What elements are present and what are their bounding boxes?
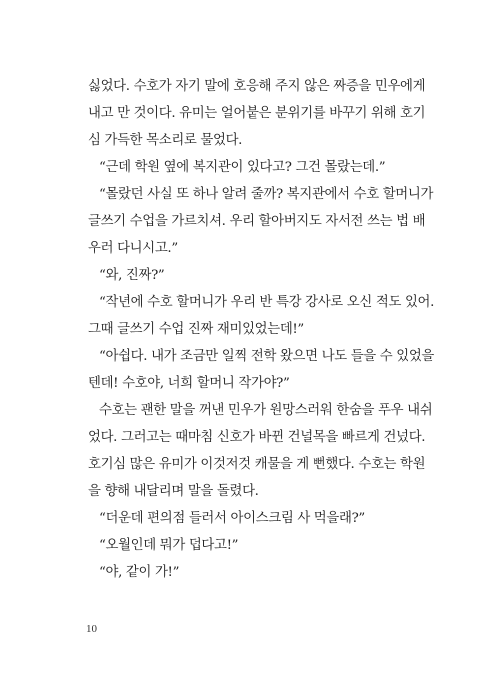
text-line: “작년에 수호 할머니가 우리 반 특강 강사로 오신 적도 있어. bbox=[99, 295, 435, 310]
text-line: 호기심 많은 유미가 이것저것 캐물을 게 뻔했다. 수호는 학원 bbox=[88, 457, 426, 472]
text-line: 텐데! 수호야, 너희 할머니 작가야?” bbox=[88, 376, 290, 391]
text-line: 그때 글쓰기 수업 진짜 재미있었는데!” bbox=[88, 322, 304, 337]
page-number: 10 bbox=[86, 623, 97, 635]
text-line: 수호는 괜한 말을 꺼낸 민우가 원망스러워 한숨을 푸우 내쉬 bbox=[99, 403, 433, 418]
text-line: “야, 같이 가!” bbox=[99, 565, 180, 580]
text-line: 을 향해 내달리며 말을 돌렸다. bbox=[88, 484, 259, 499]
text-line: “근데 학원 옆에 복지관이 있다고? 그건 몰랐는데.” bbox=[99, 160, 386, 175]
body-text bbox=[88, 73, 435, 586]
text-line: “아쉽다. 내가 조금만 일찍 전학 왔으면 나도 들을 수 있었을 bbox=[99, 349, 435, 364]
text-line: 심 가득한 목소리로 물었다. bbox=[88, 133, 243, 148]
text-line: “오월인데 뭐가 덥다고!” bbox=[99, 538, 239, 553]
text-line: “더운데 편의점 들러서 아이스크림 사 먹을래?” bbox=[99, 511, 365, 526]
text-line: 싫었다. 수호가 자기 말에 호응해 주지 않은 짜증을 민우에게 bbox=[88, 79, 426, 94]
text-line: 글쓰기 수업을 가르치셔. 우리 할아버지도 자서전 쓰는 법 배 bbox=[88, 214, 426, 229]
text-line: 우러 다니시고.” bbox=[88, 241, 178, 256]
text-line: 내고 만 것이다. 유미는 얼어붙은 분위기를 바꾸기 위해 호기 bbox=[88, 106, 426, 121]
text-line: “와, 진짜?” bbox=[99, 268, 165, 283]
text-line: 었다. 그러고는 때마침 신호가 바뀐 건널목을 빠르게 건넜다. bbox=[88, 430, 426, 445]
text-line: “몰랐던 사실 또 하나 알려 줄까? 복지관에서 수호 할머니가 bbox=[99, 187, 434, 202]
